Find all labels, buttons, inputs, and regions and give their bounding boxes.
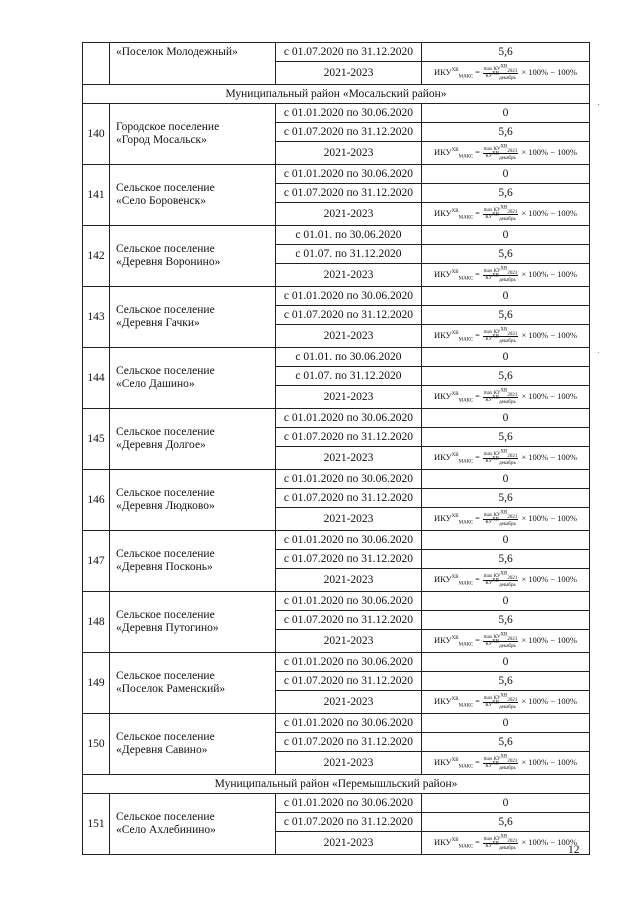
value-cell: 5,6 xyxy=(422,245,590,264)
period-cell: с 01.01.2020 по 30.06.2020 xyxy=(276,287,422,306)
settlement-type: Сельское поселение xyxy=(116,548,215,560)
table-row xyxy=(83,226,590,245)
period-cell: с 01.01. по 30.06.2020 xyxy=(276,348,422,367)
value-cell: 5,6 xyxy=(422,428,590,447)
value-cell: 5,6 xyxy=(422,672,590,691)
settlement-name: «Деревня Посконь» xyxy=(116,561,213,573)
row-number: 148 xyxy=(83,592,110,653)
period-cell: с 01.07.2020 по 31.12.2020 xyxy=(276,43,422,62)
table-row xyxy=(83,653,590,672)
tariff-table xyxy=(82,42,590,855)
row-number: 145 xyxy=(83,409,110,470)
settlement-name: «Деревня Воронино» xyxy=(116,256,221,268)
table-row xyxy=(83,714,590,733)
period-cell: с 01.07.2020 по 31.12.2020 xyxy=(276,672,422,691)
table-row xyxy=(83,470,590,489)
table-row xyxy=(83,165,590,184)
settlement-type: Сельское поселение xyxy=(116,487,215,499)
table-row xyxy=(83,43,590,62)
value-cell: 0 xyxy=(422,409,590,428)
settlement-type: Сельское поселение xyxy=(116,731,215,743)
period-cell: с 01.07. по 31.12.2020 xyxy=(276,245,422,264)
period-cell: с 01.07.2020 по 31.12.2020 xyxy=(276,184,422,203)
value-cell: 5,6 xyxy=(422,43,590,62)
period-cell: 2021-2023 xyxy=(276,203,422,226)
period-cell: с 01.01.2020 по 30.06.2020 xyxy=(276,794,422,813)
row-number: 146 xyxy=(83,470,110,531)
period-cell: с 01.07.2020 по 31.12.2020 xyxy=(276,489,422,508)
value-cell: 0 xyxy=(422,348,590,367)
period-cell: с 01.01.2020 по 30.06.2020 xyxy=(276,531,422,550)
period-cell: с 01.07.2020 по 31.12.2020 xyxy=(276,428,422,447)
scan-speck xyxy=(598,104,599,105)
value-cell: 5,6 xyxy=(422,306,590,325)
formula-cell xyxy=(422,62,590,85)
settlement-name-cell xyxy=(110,287,276,348)
settlement-name: «Деревня Савино» xyxy=(116,744,208,756)
formula-cell xyxy=(422,203,590,226)
value-cell: 0 xyxy=(422,226,590,245)
period-cell: 2021-2023 xyxy=(276,447,422,470)
formula-cell xyxy=(422,386,590,409)
table-row xyxy=(83,287,590,306)
period-cell: с 01.07.2020 по 31.12.2020 xyxy=(276,306,422,325)
value-cell: 0 xyxy=(422,470,590,489)
value-cell: 0 xyxy=(422,592,590,611)
period-cell: 2021-2023 xyxy=(276,752,422,775)
period-cell: 2021-2023 xyxy=(276,264,422,287)
settlement-name-cell xyxy=(110,409,276,470)
value-cell: 5,6 xyxy=(422,550,590,569)
period-cell: с 01.01. по 30.06.2020 xyxy=(276,226,422,245)
max-index-formula: $ИКУ^{ХВ}_{МАКС}$ = $\frac{\max КУ^{ХВ}_{2021}}{КУ^{ХВ}_{декабрь}}$ × 100% − 100% xyxy=(434,64,577,81)
district-header: Муниципальный район «Мосальский район» xyxy=(83,85,590,104)
settlement-type: Сельское поселение xyxy=(116,365,215,377)
value-cell: 0 xyxy=(422,794,590,813)
settlement-name-cell xyxy=(110,592,276,653)
row-number: 151 xyxy=(83,794,110,855)
value-cell: 0 xyxy=(422,531,590,550)
max-index-formula: $ИКУ^{ХВ}_{МАКС}$ = $\frac{\max КУ^{ХВ}_{2021}}{КУ^{ХВ}_{декабрь}}$ × 100% − 100% xyxy=(434,266,577,283)
settlement-type: Сельское поселение xyxy=(116,304,215,316)
value-cell: 5,6 xyxy=(422,813,590,832)
row-number-cell xyxy=(83,43,110,85)
max-index-formula: $ИКУ^{ХВ}_{МАКС}$ = $\frac{\max КУ^{ХВ}_{2021}}{КУ^{ХВ}_{декабрь}}$ × 100% − 100% xyxy=(434,388,577,405)
period-cell: с 01.01.2020 по 30.06.2020 xyxy=(276,165,422,184)
settlement-name-cell xyxy=(110,714,276,775)
table-row xyxy=(83,531,590,550)
value-cell: 0 xyxy=(422,287,590,306)
period-cell: с 01.01.2020 по 30.06.2020 xyxy=(276,653,422,672)
settlement-name-cell xyxy=(110,226,276,287)
value-cell: 5,6 xyxy=(422,733,590,752)
formula-cell xyxy=(422,752,590,775)
page-number: 12 xyxy=(568,844,580,856)
period-cell: с 01.07.2020 по 31.12.2020 xyxy=(276,813,422,832)
period-cell: 2021-2023 xyxy=(276,142,422,165)
settlement-name: «Деревня Долгое» xyxy=(116,439,206,451)
row-number: 150 xyxy=(83,714,110,775)
settlement-type: Сельское поселение xyxy=(116,243,215,255)
max-index-formula: $ИКУ^{ХВ}_{МАКС}$ = $\frac{\max КУ^{ХВ}_{2021}}{КУ^{ХВ}_{декабрь}}$ × 100% − 100% xyxy=(434,571,577,588)
settlement-type: Сельское поселение xyxy=(116,670,215,682)
settlement-name-cell xyxy=(110,104,276,165)
period-cell: 2021-2023 xyxy=(276,508,422,531)
period-cell: 2021-2023 xyxy=(276,691,422,714)
period-cell: с 01.07.2020 по 31.12.2020 xyxy=(276,123,422,142)
settlement-name: «Село Ахлебинино» xyxy=(116,824,216,836)
period-cell: 2021-2023 xyxy=(276,630,422,653)
period-cell: 2021-2023 xyxy=(276,569,422,592)
value-cell: 0 xyxy=(422,653,590,672)
row-number: 142 xyxy=(83,226,110,287)
settlement-type: Городское поселение xyxy=(116,121,220,133)
formula-cell xyxy=(422,264,590,287)
settlement-name: «Село Дашино» xyxy=(116,378,195,390)
max-index-formula: $ИКУ^{ХВ}_{МАКС}$ = $\frac{\max КУ^{ХВ}_{2021}}{КУ^{ХВ}_{декабрь}}$ × 100% − 100% xyxy=(434,205,577,222)
settlement-type: Сельское поселение xyxy=(116,426,215,438)
period-cell: с 01.01.2020 по 30.06.2020 xyxy=(276,470,422,489)
value-cell: 5,6 xyxy=(422,123,590,142)
row-number: 149 xyxy=(83,653,110,714)
settlement-name: «Деревня Гачки» xyxy=(116,317,200,329)
period-cell: 2021-2023 xyxy=(276,62,422,85)
period-cell: с 01.01.2020 по 30.06.2020 xyxy=(276,592,422,611)
formula-cell xyxy=(422,630,590,653)
row-number: 144 xyxy=(83,348,110,409)
table-row xyxy=(83,592,590,611)
value-cell: 0 xyxy=(422,165,590,184)
period-cell: 2021-2023 xyxy=(276,832,422,855)
row-number: 141 xyxy=(83,165,110,226)
max-index-formula: $ИКУ^{ХВ}_{МАКС}$ = $\frac{\max КУ^{ХВ}_{2021}}{КУ^{ХВ}_{декабрь}}$ × 100% − 100% xyxy=(434,632,577,649)
settlement-name-cell xyxy=(110,531,276,592)
settlement-name-cell xyxy=(110,165,276,226)
formula-cell xyxy=(422,569,590,592)
period-cell: 2021-2023 xyxy=(276,325,422,348)
table-row xyxy=(83,409,590,428)
settlement-type: Сельское поселение xyxy=(116,609,215,621)
max-index-formula: $ИКУ^{ХВ}_{МАКС}$ = $\frac{\max КУ^{ХВ}_{2021}}{КУ^{ХВ}_{декабрь}}$ × 100% − 100% xyxy=(434,449,577,466)
formula-cell xyxy=(422,142,590,165)
settlement-name: «Поселок Раменский» xyxy=(116,683,226,695)
settlement-name: «Село Боровенск» xyxy=(116,195,206,207)
period-cell: с 01.01.2020 по 30.06.2020 xyxy=(276,409,422,428)
period-cell: с 01.07. по 31.12.2020 xyxy=(276,367,422,386)
value-cell: 5,6 xyxy=(422,489,590,508)
tariff-table-body xyxy=(83,43,590,855)
formula-cell xyxy=(422,447,590,470)
formula-cell xyxy=(422,325,590,348)
row-number: 147 xyxy=(83,531,110,592)
formula-cell xyxy=(422,691,590,714)
value-cell: 5,6 xyxy=(422,184,590,203)
settlement-name-cell xyxy=(110,43,276,85)
settlement-name: «Деревня Людково» xyxy=(116,500,215,512)
settlement-name-cell xyxy=(110,470,276,531)
period-cell: с 01.01.2020 по 30.06.2020 xyxy=(276,104,422,123)
period-cell: с 01.07.2020 по 31.12.2020 xyxy=(276,733,422,752)
row-number: 143 xyxy=(83,287,110,348)
district-header-row xyxy=(83,85,590,104)
settlement-type: Сельское поселение xyxy=(116,811,215,823)
settlement-name: «Город Мосальск» xyxy=(116,134,207,146)
value-cell: 0 xyxy=(422,714,590,733)
table-row xyxy=(83,348,590,367)
formula-cell xyxy=(422,508,590,531)
value-cell: 0 xyxy=(422,104,590,123)
max-index-formula: $ИКУ^{ХВ}_{МАКС}$ = $\frac{\max КУ^{ХВ}_{2021}}{КУ^{ХВ}_{декабрь}}$ × 100% − 100% xyxy=(434,834,577,851)
district-header: Муниципальный район «Перемышльский район» xyxy=(83,775,590,794)
table-row xyxy=(83,794,590,813)
settlement-name: «Поселок Молодежный» xyxy=(116,46,238,58)
period-cell: с 01.07.2020 по 31.12.2020 xyxy=(276,611,422,630)
max-index-formula: $ИКУ^{ХВ}_{МАКС}$ = $\frac{\max КУ^{ХВ}_{2021}}{КУ^{ХВ}_{декабрь}}$ × 100% − 100% xyxy=(434,144,577,161)
max-index-formula: $ИКУ^{ХВ}_{МАКС}$ = $\frac{\max КУ^{ХВ}_{2021}}{КУ^{ХВ}_{декабрь}}$ × 100% − 100% xyxy=(434,327,577,344)
table-row xyxy=(83,104,590,123)
settlement-type: Сельское поселение xyxy=(116,182,215,194)
max-index-formula: $ИКУ^{ХВ}_{МАКС}$ = $\frac{\max КУ^{ХВ}_{2021}}{КУ^{ХВ}_{декабрь}}$ × 100% − 100% xyxy=(434,693,577,710)
row-number: 140 xyxy=(83,104,110,165)
value-cell: 5,6 xyxy=(422,611,590,630)
formula-cell xyxy=(422,832,590,855)
max-index-formula: $ИКУ^{ХВ}_{МАКС}$ = $\frac{\max КУ^{ХВ}_{2021}}{КУ^{ХВ}_{декабрь}}$ × 100% − 100% xyxy=(434,754,577,771)
period-cell: с 01.01.2020 по 30.06.2020 xyxy=(276,714,422,733)
period-cell: с 01.07.2020 по 31.12.2020 xyxy=(276,550,422,569)
scan-speck xyxy=(598,352,599,353)
settlement-name-cell xyxy=(110,794,276,855)
settlement-name: «Деревня Путогино» xyxy=(116,622,219,634)
settlement-name-cell xyxy=(110,348,276,409)
district-header-row xyxy=(83,775,590,794)
period-cell: 2021-2023 xyxy=(276,386,422,409)
value-cell: 5,6 xyxy=(422,367,590,386)
max-index-formula: $ИКУ^{ХВ}_{МАКС}$ = $\frac{\max КУ^{ХВ}_{2021}}{КУ^{ХВ}_{декабрь}}$ × 100% − 100% xyxy=(434,510,577,527)
settlement-name-cell xyxy=(110,653,276,714)
